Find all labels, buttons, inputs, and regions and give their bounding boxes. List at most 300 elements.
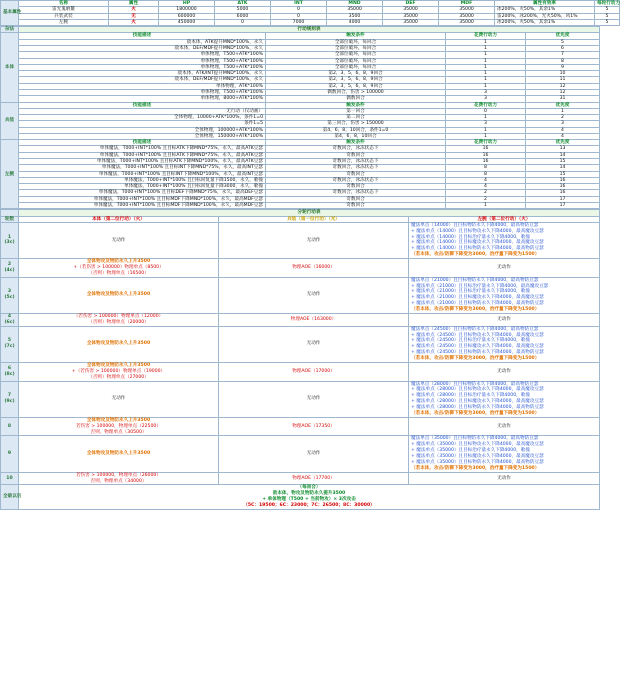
round-cost: (9c) xyxy=(4,399,15,405)
body-line: （否则）物理单点（20000） xyxy=(88,319,149,325)
skill-description: 无行动（仅动画） xyxy=(19,108,266,114)
skill-priority: 16 xyxy=(526,190,600,196)
weapon-action xyxy=(219,313,409,326)
arm-line: + 魔法单点（21000）且目标治疗量永久下降4000，歌撞 xyxy=(411,289,530,295)
skill-cost: 1 xyxy=(446,115,526,121)
skill-cost: 1 xyxy=(446,64,526,70)
skill-trigger: 第二回合 xyxy=(266,115,446,121)
arm-line: 无动作 xyxy=(497,423,511,429)
body-line: 全体物攻及物防永久上升3500 xyxy=(86,341,151,347)
arm-line: 魔法单点（28000）且目标物防永久下降4000，最高物防豆瑟 xyxy=(411,381,539,387)
skill-priority: 16 xyxy=(526,177,600,183)
unit-atk: 5000 xyxy=(215,7,271,13)
unit-name: 雷光鬼喰鳌 xyxy=(19,7,109,13)
arm-line: + 魔法单点（28000）且目标物防永久下降4000，最高物防豆瑟 xyxy=(411,405,544,411)
skill-trigger: 全部位破坏，每回合 xyxy=(266,45,446,51)
turn-row xyxy=(1,222,600,258)
unit-name: 左腕 xyxy=(19,19,109,25)
arm-line: + 魔法单点（24500）且目标魔攻永久下降4000，最高魔攻豆瑟 xyxy=(411,344,544,350)
turn-actions-table xyxy=(0,209,600,510)
weapon-line: 无动作 xyxy=(306,292,321,298)
col-priority-header: 优先度 xyxy=(526,102,600,108)
final-row xyxy=(1,485,600,510)
skill-trigger: 第一回合 xyxy=(266,108,446,114)
unit-mnd: 35000 xyxy=(327,7,383,13)
body-line: 全体物攻及物防永久上升3500 xyxy=(86,362,151,368)
body-line: 否则，物理单点（30500） xyxy=(90,429,147,435)
arm-line: （若本体，攻击/防御下降变为3000，治疗量下降变为1500） xyxy=(411,465,540,471)
skill-trigger: 奇数回合，冰冻状态下 xyxy=(266,146,446,152)
arm-line: + 魔法单点（21000）且目标魔攻永久下降4000，最高魔攻豆瑟 xyxy=(411,295,544,301)
col-skill-header: 技能描述 xyxy=(19,102,266,108)
arm-action xyxy=(409,277,600,313)
body-action xyxy=(19,259,219,278)
body-line: 全体物攻及物防永久上升3500 xyxy=(86,259,151,265)
unit-mdf: 35000 xyxy=(439,19,495,25)
unit-mnd: 3500 xyxy=(327,13,383,19)
basic-header-cell: DEF xyxy=(383,1,439,7)
round-cost: (4c) xyxy=(4,267,15,273)
skill-cost: 3 xyxy=(446,89,526,95)
weapon-line: 无动作 xyxy=(306,396,321,402)
col-priority-header: 优先度 xyxy=(526,33,600,39)
round-cost: (6c) xyxy=(4,319,15,325)
skill-cost: 3 xyxy=(446,121,526,127)
weapon-line: 物理AOE（17350） xyxy=(292,423,335,429)
skill-description: 单体物理，T500+ATK*100% xyxy=(19,58,266,64)
skill-priority: 12 xyxy=(526,89,600,95)
skill-trigger: 第2，3，5，6，8，9回合 xyxy=(266,83,446,89)
skill-cost: 0 xyxy=(446,108,526,114)
skill-description: 单体物理，T500+ATK*100% xyxy=(19,52,266,58)
weapon-action xyxy=(219,222,409,258)
skill-description: 单体物理，8000+ATK*100% xyxy=(19,96,266,102)
body-action xyxy=(19,222,219,258)
skill-description: 单体魔法，T000+INT*100% 且目标ATK下降MND*75%，永久，最高ATK豆瑟 xyxy=(19,146,266,152)
arm-line: + 魔法单点（28000）且目标物攻永久下降4000，最高魔攻豆瑟 xyxy=(411,387,544,393)
unit-def: 35000 xyxy=(383,7,439,13)
skill-description: 单体魔法，T000+INT*100% 且目标INT下降MND*75%，永久，最高INT豆瑟 xyxy=(19,165,266,171)
weapon-line: 物理AOE（16000） xyxy=(292,264,335,270)
round-label xyxy=(1,313,19,326)
arm-line: 无动作 xyxy=(497,316,511,322)
body-line: 无动作 xyxy=(111,396,126,402)
weapon-line: 物理AOE（163000） xyxy=(290,316,337,322)
round-label xyxy=(1,436,19,472)
skill-cost: 2 xyxy=(446,190,526,196)
weapon-action xyxy=(219,436,409,472)
skill-priority: 14 xyxy=(526,165,600,171)
basic-header-cell: MDF xyxy=(439,1,495,7)
final-line: （每回合） xyxy=(297,485,321,491)
skill-cost: 8 xyxy=(446,171,526,177)
skill-trigger: 偶数回合 xyxy=(266,96,446,102)
skill-cost: 1 xyxy=(446,203,526,209)
col-weapon-header: 兵装（第一位行动）（光） xyxy=(219,216,409,222)
weapon-action xyxy=(219,417,409,436)
skill-trigger: 全部位破坏，每回合 xyxy=(266,39,446,45)
col-skill-header: 技能描述 xyxy=(19,140,266,146)
unit-mdf: 35000 xyxy=(439,13,495,19)
final-line: + 单体物理（T500 + 当前物攻）× 3次攻击 xyxy=(262,497,356,503)
round-label xyxy=(1,417,19,436)
skills-title: 行动规则表 xyxy=(19,27,600,33)
turn-row xyxy=(1,362,600,381)
col-skill-header: 技能描述 xyxy=(19,33,266,39)
weapon-action xyxy=(219,381,409,417)
body-line: 无动作 xyxy=(111,237,126,243)
skill-trigger: 第2，3，5，6，8，9回合 xyxy=(266,71,446,77)
skill-trigger: 全部位破坏，每回合 xyxy=(266,52,446,58)
skill-priority: 9 xyxy=(526,64,600,70)
skill-trigger: 奇数回合 xyxy=(266,196,446,202)
skill-description: 单体魔法，T000+INT*100% 且目标回复量下降1500，永久，歌撞 xyxy=(19,177,266,183)
skill-cost: 16 xyxy=(446,146,526,152)
turn-row xyxy=(1,436,600,472)
col-cost-header: 花费行动力 xyxy=(446,102,526,108)
arm-line: （若本体，攻击/防御下降变为3000，治疗量下降变为1500） xyxy=(411,252,540,258)
skill-trigger: 第2，3，5，6，8，9回合 xyxy=(266,77,446,83)
unit-def: 35000 xyxy=(383,13,439,19)
round-number: 5 xyxy=(7,338,12,344)
turn-row xyxy=(1,259,600,278)
skill-priority: 12 xyxy=(526,83,600,89)
skill-cost: 1 xyxy=(446,83,526,89)
basic-row xyxy=(1,19,620,25)
unit-effectiveness: 雷200%，冰200%，光火50%，风1% xyxy=(495,13,595,19)
skill-trigger: 全部位破坏，每回合 xyxy=(266,64,446,70)
skill-priority: 5 xyxy=(526,39,600,45)
arm-line: （若本体，攻击/防御下降变为3000，治疗量下降变为1500） xyxy=(411,356,540,362)
turn-row xyxy=(1,313,600,326)
unit-element: 火 xyxy=(109,19,159,25)
round-number: 3 xyxy=(7,289,12,295)
basic-stats-table xyxy=(0,0,620,26)
round-cost: (7c) xyxy=(4,344,15,350)
round-number: 7 xyxy=(7,393,12,399)
basic-header-cell: INT xyxy=(271,1,327,7)
round-number: 4 xyxy=(7,313,12,319)
arm-action xyxy=(409,326,600,362)
unit-int: 0 xyxy=(271,7,327,13)
skill-cost: 1 xyxy=(446,39,526,45)
skill-cost: 16 xyxy=(446,159,526,165)
skill-priority: 4 xyxy=(526,133,600,139)
basic-header-cell: MND xyxy=(327,1,383,7)
arm-line: + 魔法单点（35000）且目标治疗量永久下降4000，歌撞 xyxy=(411,448,530,454)
weapon-line: 物理AOE（17000） xyxy=(292,368,335,374)
skill-priority: 8 xyxy=(526,58,600,64)
round-number: 6 xyxy=(7,365,12,371)
col-trigger-header: 触发条件 xyxy=(266,33,446,39)
arm-line: + 魔法单点（28000）且目标魔攻永久下降4000，最高魔攻豆瑟 xyxy=(411,399,544,405)
skill-trigger: 奇数回合 xyxy=(266,203,446,209)
basic-header-cell: ATK xyxy=(215,1,271,7)
arm-line: + 魔法单点（24500）且目标物防永久下降4000，最高物防豆瑟 xyxy=(411,350,544,356)
col-cost-header: 花费行动力 xyxy=(446,140,526,146)
weapon-action xyxy=(219,277,409,313)
arm-line: + 魔法单点（14000）且目标魔攻永久下降4000，最高魔攻豆瑟 xyxy=(411,240,544,246)
unit-actions: 5 xyxy=(595,19,620,25)
body-action xyxy=(19,326,219,362)
body-action xyxy=(19,313,219,326)
group-label-2: 左腕 xyxy=(1,140,19,209)
skill-description: 单体魔法，T000+INT*100% 且目标回复量下降3000，永久，歌撞 xyxy=(19,184,266,190)
skill-priority: 4 xyxy=(526,127,600,133)
weapon-action xyxy=(219,259,409,278)
unit-element: 火 xyxy=(109,7,159,13)
skill-description: 敌本体，ATK提升MND*100%，永久 xyxy=(19,39,266,45)
round-label xyxy=(1,362,19,381)
skill-cost: 3 xyxy=(446,96,526,102)
basic-header-cell: 名称 xyxy=(19,1,109,7)
skill-cost: 16 xyxy=(446,152,526,158)
weapon-line: 无动作 xyxy=(306,237,321,243)
unit-hp: 1800000 xyxy=(159,7,215,13)
arm-line: + 魔法单点（14000）且目标物攻永久下降4000，最高魔攻豆瑟 xyxy=(411,228,544,234)
final-label: 全破以后 xyxy=(1,485,19,510)
arm-line: + 魔法单点（21000）且目标治疗量永久下降4000，最高魔攻豆瑟 xyxy=(411,283,549,289)
skill-cost: 1 xyxy=(446,127,526,133)
skill-trigger: 奇数回合 xyxy=(266,152,446,158)
col-arm-header: 左腕（第二位行动）（火） xyxy=(409,216,600,222)
round-label xyxy=(1,277,19,313)
unit-int: 0 xyxy=(271,13,327,19)
unit-actions: 5 xyxy=(595,7,620,13)
skill-trigger: 奇数回合，冰冻状态下 xyxy=(266,165,446,171)
skill-cost: 1 xyxy=(446,133,526,139)
turn-row xyxy=(1,381,600,417)
skill-priority: 17 xyxy=(526,196,600,202)
skill-trigger: 奇数回合，冰冻状态下 xyxy=(266,177,446,183)
turn-row xyxy=(1,326,600,362)
body-line: （若伤害 > 100000）物理单点（12000） xyxy=(73,313,164,319)
unit-hp: 600000 xyxy=(159,13,215,19)
arm-line: 无动作 xyxy=(497,264,511,270)
skill-description: 单体物理，T500+ATK*100% xyxy=(19,89,266,95)
arm-action xyxy=(409,313,600,326)
unit-actions: 5 xyxy=(595,13,620,19)
basic-header-cell: 属性有效率 xyxy=(495,1,595,7)
body-action xyxy=(19,362,219,381)
arm-line: + 魔法单点（35000）且目标魔攻永久下降4000，最高魔攻豆瑟 xyxy=(411,454,544,460)
body-line: 若伤害 > 100000，物理单点（22500） xyxy=(76,423,161,429)
skill-priority: 1 xyxy=(526,108,600,114)
arm-line: + 魔法单点（14000）且目标物防永久下降4000，最高物防豆瑟 xyxy=(411,246,544,252)
turn-row xyxy=(1,417,600,436)
skill-cost: 1 xyxy=(446,52,526,58)
skill-trigger: 第4，6，8，10回合 xyxy=(266,133,446,139)
basic-header-cell: 每轮行动力 xyxy=(595,1,620,7)
skill-trigger: 第4，6，8，10回合，条件1=0 xyxy=(266,127,446,133)
arm-line: + 魔法单点（35000）且目标物攻永久下降4000，最高魔攻豆瑟 xyxy=(411,442,544,448)
round-number: 2 xyxy=(7,262,12,268)
skill-priority: 17 xyxy=(526,203,600,209)
basic-side-label: 基本属性 xyxy=(1,1,19,26)
round-number: 8 xyxy=(7,423,12,429)
skill-priority: 10 xyxy=(526,71,600,77)
col-trigger-header: 触发条件 xyxy=(266,102,446,108)
body-action xyxy=(19,436,219,472)
body-action xyxy=(19,417,219,436)
final-line: （5C：19500；6C：23000；7C：26500；8C：30000） xyxy=(243,503,375,509)
skill-trigger: 奇数回合 xyxy=(266,184,446,190)
round-cost: (3c) xyxy=(4,240,15,246)
skill-priority: 15 xyxy=(526,159,600,165)
skill-priority: 13 xyxy=(526,146,600,152)
body-line: +（若伤害 > 100000）物理单点（19000） xyxy=(71,368,166,374)
weapon-line: 无动作 xyxy=(306,451,321,457)
round-number: 1 xyxy=(7,234,12,240)
body-action xyxy=(19,381,219,417)
skill-description: 单体魔法，T000+INT*100% 且目标MDF下降MND*100%，永久，最高MDF豆瑟 xyxy=(19,203,266,209)
skill-description: 全体物理，150000+ATK*100% xyxy=(19,133,266,139)
skill-priority: 6 xyxy=(526,45,600,51)
turn-row xyxy=(1,472,600,485)
arm-line: （若本体，攻击/防御下降变为3000，治疗量下降变为1500） xyxy=(411,410,540,416)
skill-cost: 1 xyxy=(446,71,526,77)
skill-trigger: 全部位破坏，每回合 xyxy=(266,58,446,64)
unit-atk: 0 xyxy=(215,19,271,25)
skill-priority: 3 xyxy=(526,121,600,127)
arm-line: + 魔法单点（14000）且目标治疗量永久下降4000，歌撞 xyxy=(411,234,530,240)
weapon-action xyxy=(219,362,409,381)
skill-priority: 2 xyxy=(526,115,600,121)
skill-description: 敌本体，ATK/INT提升MND*100%，永久 xyxy=(19,71,266,77)
skill-trigger: 第三回合，伤害 > 150000 xyxy=(266,121,446,127)
skill-trigger: 偶数回合，伤害 > 100000 xyxy=(266,89,446,95)
body-line: +（若伤害 > 100000）物理单点（8500） xyxy=(73,264,164,270)
body-action xyxy=(19,472,219,485)
skill-trigger: 奇数回合 xyxy=(266,171,446,177)
skill-row xyxy=(1,203,600,209)
basic-header-cell: 属性 xyxy=(109,1,159,7)
unit-mnd: 4000 xyxy=(327,19,383,25)
round-label xyxy=(1,259,19,278)
unit-mdf: 35000 xyxy=(439,7,495,13)
arm-line: + 魔法单点（35000）且目标物防永久下降4000，最高物防豆瑟 xyxy=(411,459,544,465)
group-label-1: 兵装 xyxy=(1,102,19,140)
body-action xyxy=(19,277,219,313)
arm-line: （若本体，攻击/防御下降变为3000，治疗量下降变为1500） xyxy=(411,307,540,313)
skills-side-label: 杂法 xyxy=(1,27,19,33)
skill-description: 单体魔法，T000+INT*100% 且目标ATK下降MND*100%，永久，最高ATK豆瑟 xyxy=(19,159,266,165)
skill-cost: 4 xyxy=(446,177,526,183)
skill-description: 全体物理，100000+ATK*100% xyxy=(19,127,266,133)
unit-effectiveness: 冰200%，火50%，其余1% xyxy=(495,7,595,13)
group-label-0: 本体 xyxy=(1,33,19,102)
skill-description: 全体物理，10000+ATK*100%，条件1=0 xyxy=(19,115,266,121)
col-trigger-header: 触发条件 xyxy=(266,140,446,146)
arm-line: 魔法单点（35000）且目标物防永久下降4000，最高物防豆瑟 xyxy=(411,436,539,442)
skill-description: 条件1=5 xyxy=(19,121,266,127)
skill-priority: 15 xyxy=(526,171,600,177)
skill-description: 单体魔法，T000+INT*100% 且目标DEF下降MND*75%，永久，最高DEF豆瑟 xyxy=(19,190,266,196)
unit-element: 无 xyxy=(109,13,159,19)
round-cost: (8c) xyxy=(4,371,15,377)
skill-cost: 2 xyxy=(446,196,526,202)
arm-line: + 魔法单点（24500）且目标治疗量永久下降4000，歌撞 xyxy=(411,338,530,344)
turn-row xyxy=(1,277,600,313)
body-line: 全体物攻及物防永久上升3500 xyxy=(86,417,151,423)
weapon-line: 物理AOE（17700） xyxy=(292,475,335,481)
skill-description: 敌本体，DEF/MDF提升MND*100%，永久 xyxy=(19,45,266,51)
skill-priority: 14 xyxy=(526,152,600,158)
body-line: 全体物攻及物防永久上升3500 xyxy=(86,451,151,457)
round-number: 9 xyxy=(7,451,12,457)
skill-description: 敌本体，DEF/MDF提升MND*100%，永久 xyxy=(19,77,266,83)
skill-description: 单体物理，T500+ATK*100% xyxy=(19,64,266,70)
arm-line: + 魔法单点（21000）且目标物防永久下降4000，最高物防豆瑟 xyxy=(411,301,544,307)
skill-priority: 31 xyxy=(526,96,600,102)
arm-line: 无动作 xyxy=(497,368,511,374)
arm-line: 魔法单点（21000）且目标物防永久下降4000，最高物防豆瑟 xyxy=(411,277,539,283)
skill-trigger: 奇数回合，冰冻状态下 xyxy=(266,190,446,196)
weapon-line: 无动作 xyxy=(306,341,321,347)
skill-description: 单体魔法，T000+INT*100% 且目标INT下降MND*100%，永久，最高INT豆瑟 xyxy=(19,171,266,177)
unit-effectiveness: 冰200%，火50%，其余1% xyxy=(495,19,595,25)
weapon-action xyxy=(219,326,409,362)
arm-action xyxy=(409,417,600,436)
skill-priority: 16 xyxy=(526,184,600,190)
col-priority-header: 优先度 xyxy=(526,140,600,146)
final-line: 敌本体，物攻及物防永久提升3500 xyxy=(272,491,346,497)
unit-hp: 450000 xyxy=(159,19,215,25)
skill-priority: 11 xyxy=(526,77,600,83)
skill-cost: 4 xyxy=(446,184,526,190)
weapon-action xyxy=(219,472,409,485)
skill-cost: 1 xyxy=(446,45,526,51)
final-action xyxy=(19,485,600,510)
body-line: 若伤害 > 100000，物理单点（26000） xyxy=(76,472,161,478)
unit-atk: 6000 xyxy=(215,13,271,19)
unit-def: 35000 xyxy=(383,19,439,25)
arm-action xyxy=(409,222,600,258)
skill-cost: 8 xyxy=(446,165,526,171)
body-line: 全体物攻及物防永久上升3500 xyxy=(86,292,151,298)
body-line: 否则，物理单点（34000） xyxy=(90,478,147,484)
skill-cost: 1 xyxy=(446,58,526,64)
arm-line: 魔法单点（24500）且目标物防永久下降4000，最高物防豆瑟 xyxy=(411,326,539,332)
skill-priority: 7 xyxy=(526,52,600,58)
basic-header-cell: HP xyxy=(159,1,215,7)
turns-title: 分轮行动表 xyxy=(19,210,600,216)
col-body-header: 本体（第二位行动）（火） xyxy=(19,216,219,222)
arm-line: 无动作 xyxy=(497,475,511,481)
arm-action xyxy=(409,436,600,472)
round-label xyxy=(1,222,19,258)
body-line: （否则）物理单点（27000） xyxy=(88,374,149,380)
arm-line: 魔法单点（14000）且目标物防永久下降4000，最高物防豆瑟 xyxy=(411,222,539,228)
round-label xyxy=(1,326,19,362)
skill-description: 单体魔法，T000+INT*100% 且目标ATK下降MND*75%，永久，最高ATK豆瑟 xyxy=(19,152,266,158)
skill-trigger: 奇数回合，冰冻状态下 xyxy=(266,159,446,165)
skill-cost: 1 xyxy=(446,77,526,83)
action-rules-table xyxy=(0,26,600,209)
skill-description: 单体物理，ATK*100% xyxy=(19,83,266,89)
arm-line: + 魔法单点（24500）且目标物攻永久下降4000，最高魔攻豆瑟 xyxy=(411,332,544,338)
arm-line: + 魔法单点（28000）且目标治疗量永久下降4000，歌撞 xyxy=(411,393,530,399)
arm-action xyxy=(409,259,600,278)
round-label xyxy=(1,472,19,485)
round-cost: (5c) xyxy=(4,295,15,301)
body-line: （否则）物理单点（16500） xyxy=(88,270,149,276)
arm-action xyxy=(409,362,600,381)
round-label xyxy=(1,381,19,417)
unit-int: 7000 xyxy=(271,19,327,25)
skill-description: 单体魔法，T000+INT*100% 且目标MDF下降MND*100%，永久，最高MDF豆瑟 xyxy=(19,196,266,202)
col-round-header: 轮数 xyxy=(1,216,19,222)
